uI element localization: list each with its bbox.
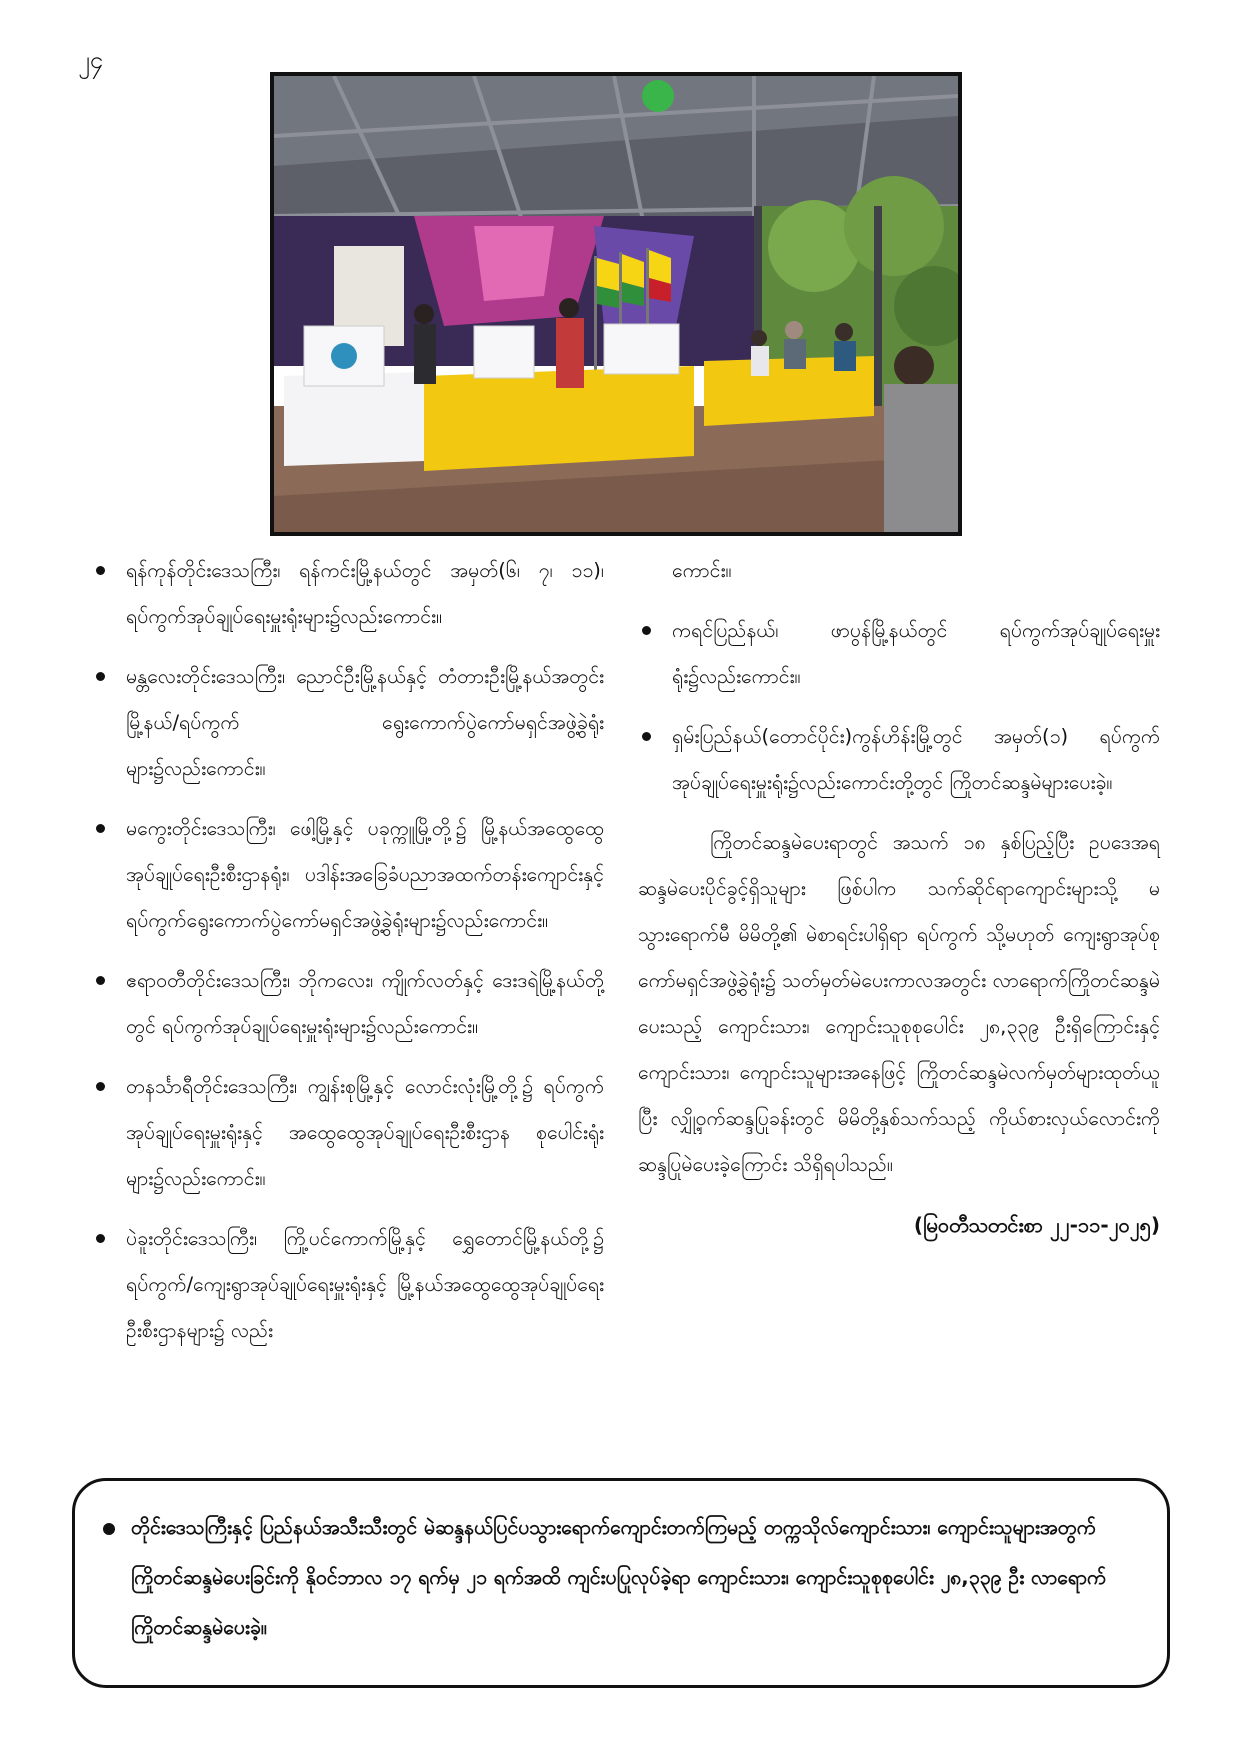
list-item-text: ရှမ်းပြည်နယ်(တောင်ပိုင်း)ကွန်ဟိန်းမြို့တွင် အမှတ်(၁) ရပ်ကွက်အုပ်ချုပ်ရေးမှူးရုံး၌လည်းကောင်းတို့တွင် ကြိုတင်ဆန္ဒမဲများပေးခဲ့။ [672,725,1160,794]
left-bullet-list [92,548,604,1354]
list-item-text: ဧရာဝတီတိုင်းဒေသကြီး၊ ဘိုကလေး၊ ကျိုက်လတ်နှင့် ဒေးဒရဲမြို့နယ်တို့တွင် ရပ်ကွက်အုပ်ချုပ်ရေးမှူးရုံးများ၌လည်းကောင်း။ [126,969,604,1038]
list-item-text: ရန်ကုန်တိုင်းဒေသကြီး၊ ရန်ကင်းမြို့နယ်တွင် အမှတ်(၆၊ ၇၊ ၁၁)၊ ရပ်ကွက်အုပ်ချုပ်ရေးမှူးရုံးများ၌လည်းကောင်း။ [126,559,604,628]
right-column [638,548,1160,1248]
continued-text: ကောင်း။ [672,559,732,582]
summary-box [72,1478,1170,1688]
list-item [638,714,1160,806]
news-photo [270,72,962,536]
bullet-icon [96,1082,105,1091]
list-item [92,806,604,944]
source-citation: (မြဝတီသတင်းစာ ၂၂-၁၁-၂၀၂၅) [913,1213,1160,1237]
bullet-icon [642,626,651,635]
list-item [92,1216,604,1354]
bullet-icon [103,1523,115,1535]
list-item-text: တနင်္သာရီတိုင်းဒေသကြီး၊ ကျွန်းစုမြို့နှင့် လောင်းလုံးမြို့တို့၌ ရပ်ကွက်အုပ်ချုပ်ရေးမှူးရုံးနှင့် အထွေထွေအုပ်ချုပ်ရေးဦးစီးဌာန စုပေါင်းရုံးများ၌လည်းကောင်း။ [126,1075,604,1190]
list-item [92,1064,604,1202]
list-item-text: မကွေးတိုင်းဒေသကြီး၊ ဖေါ့မြို့နှင့် ပခုက္ကူမြို့တို့၌ မြို့နယ်အထွေထွေအုပ်ချုပ်ရေးဦးစီးဌာနရုံး၊ ပဒါန်းအခြေခံပညာအထက်တန်းကျောင်းနှင့် ရပ်ကွက်ရွေးကောက်ပွဲကော်မရှင်အဖွဲ့ခွဲရုံးများ၌လည်းကောင်း။ [126,817,604,932]
list-item-text: ကရင်ပြည်နယ်၊ ဖာပွန်မြို့နယ်တွင် ရပ်ကွက်အုပ်ချုပ်ရေးမှူးရုံး၌လည်းကောင်း။ [672,619,1160,688]
list-item [92,548,604,640]
page-number: ၂၄ [78,46,104,74]
left-column [92,548,604,1368]
polling-station-photo [274,76,958,532]
right-bullet-list [638,608,1160,806]
bullet-icon [96,672,105,681]
list-item-text: မန္တလေးတိုင်းဒေသကြီး၊ ညောင်ဦးမြို့နယ်နှင့် တံတားဦးမြို့နယ်အတွင်း မြို့နယ်/ရပ်ကွက် ရွေးကောက်ပွဲကော်မရှင်အဖွဲ့ခွဲရုံးများ၌လည်းကောင်း။ [126,665,604,780]
list-item [638,608,1160,700]
body-paragraph: ကြိုတင်ဆန္ဒမဲပေးရာတွင် အသက် ၁၈ နှစ်ပြည့်ပြီး ဥပဒေအရ ဆန္ဒမဲပေးပိုင်ခွင့်ရှိသူများ ဖြစ်ပါက သက်ဆိုင်ရာကျောင်းများသို့ မသွားရောက်မီ မိမိတို့၏ မဲစာရင်းပါရှိရာ ရပ်ကွက် သို့မဟုတ် ကျေးရွာအုပ်စုကော်မရှင်အဖွဲ့ခွဲရုံး၌ သတ်မှတ်မဲပေးကာလအတွင်း လာရောက်ကြိုတင်ဆန္ဒမဲပေးသည့် ကျောင်းသား၊ ကျောင်းသူစုစုပေါင်း ၂၈,၃၃၉ ဦးရှိကြောင်းနှင့် ကျောင်းသား၊ ကျောင်းသူများအနေဖြင့် ကြိုတင်ဆန္ဒမဲလက်မှတ်များထုတ်ယူပြီး လျှို့ဝှက်ဆန္ဒပြုခန်းတွင် မိမိတို့နှစ်သက်သည့် ကိုယ်စားလှယ်လောင်းကို ဆန္ဒပြုမဲပေးခဲ့ကြောင်း သိရှိရပါသည်။ [638,831,1160,1176]
list-item [92,654,604,792]
list-item [92,958,604,1050]
summary-text: တိုင်းဒေသကြီးနှင့် ပြည်နယ်အသီးသီးတွင် မဲဆန္ဒနယ်ပြင်ပသွားရောက်ကျောင်းတက်ကြမည့် တက္ကသိုလ်ကျောင်းသား၊ ကျောင်းသူများအတွက် ကြိုတင်ဆန္ဒမဲပေးခြင်းကို နိုဝင်ဘာလ ၁၇ ရက်မှ ၂၁ ရက်အထိ ကျင်းပပြုလုပ်ခဲ့ရာ ကျောင်းသား၊ ကျောင်းသူစုစုပေါင်း ၂၈,၃၃၉ ဦး လာရောက်ကြိုတင်ဆန္ဒမဲပေးခဲ့။ [131,1516,1107,1639]
bullet-icon [96,1234,105,1243]
bullet-icon [96,976,105,985]
bullet-icon [96,824,105,833]
bullet-icon [96,566,105,575]
bullet-icon [642,732,651,741]
list-item-text: ပဲခူးတိုင်းဒေသကြီး၊ ကြို့ပင်ကောက်မြို့နှင့် ရွှေတောင်မြို့နယ်တို့၌ ရပ်ကွက်/ကျေးရွာအုပ်ချုပ်ရေးမှူးရုံးနှင့် မြို့နယ်အထွေထွေအုပ်ချုပ်ရေးဦးစီးဌာနများ၌ လည်း [126,1227,604,1342]
